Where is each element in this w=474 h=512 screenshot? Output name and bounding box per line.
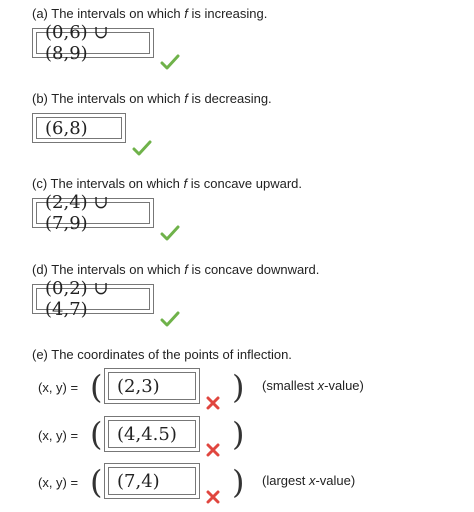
checkmark-icon [132,140,152,156]
point-3-label: (x, y) = [38,475,79,490]
answer-b-field[interactable] [32,113,126,143]
answer-c-value: (2,4) ∪ (7,9) [36,202,150,224]
point-3-note: (largest x-value) [262,473,356,488]
point-2-field[interactable] [104,416,200,452]
point-1-label: (x, y) = [38,380,79,395]
checkmark-icon [160,311,180,327]
question-a: (a) The intervals on which f is increasing. [32,6,268,21]
close-paren: ) [232,463,245,501]
x-mark-icon [206,443,220,457]
answer-d-field[interactable] [32,278,154,320]
open-paren: ( [90,463,103,501]
answer-a-field[interactable] [32,22,154,64]
point-1-value: (2,3) [108,372,196,400]
question-d: (d) The intervals on which f is concave downward. [32,262,320,277]
point-2-value: (4,4.5) [108,420,196,448]
close-paren: ) [232,368,245,406]
close-paren: ) [232,415,245,453]
answer-c-field[interactable] [32,192,154,234]
answer-d-value: (0,2) ∪ (4,7) [36,288,150,310]
question-c: (c) The intervals on which f is concave upward. [32,176,303,191]
answer-b-value: (6,8) [36,117,122,139]
point-1-field[interactable] [104,368,200,404]
x-mark-icon [206,490,220,504]
x-mark-icon [206,396,220,410]
point-3-value: (7,4) [108,467,196,495]
checkmark-icon [160,225,180,241]
answer-a-value: (0,6) ∪ (8,9) [36,32,150,54]
question-b: (b) The intervals on which f is decreasing. [32,91,272,106]
point-1-note: (smallest x-value) [262,378,364,393]
point-3-field[interactable] [104,463,200,499]
open-paren: ( [90,415,103,453]
checkmark-icon [160,54,180,70]
question-e: (e) The coordinates of the points of inflection. [32,347,292,362]
point-2-label: (x, y) = [38,428,79,443]
open-paren: ( [90,368,103,406]
